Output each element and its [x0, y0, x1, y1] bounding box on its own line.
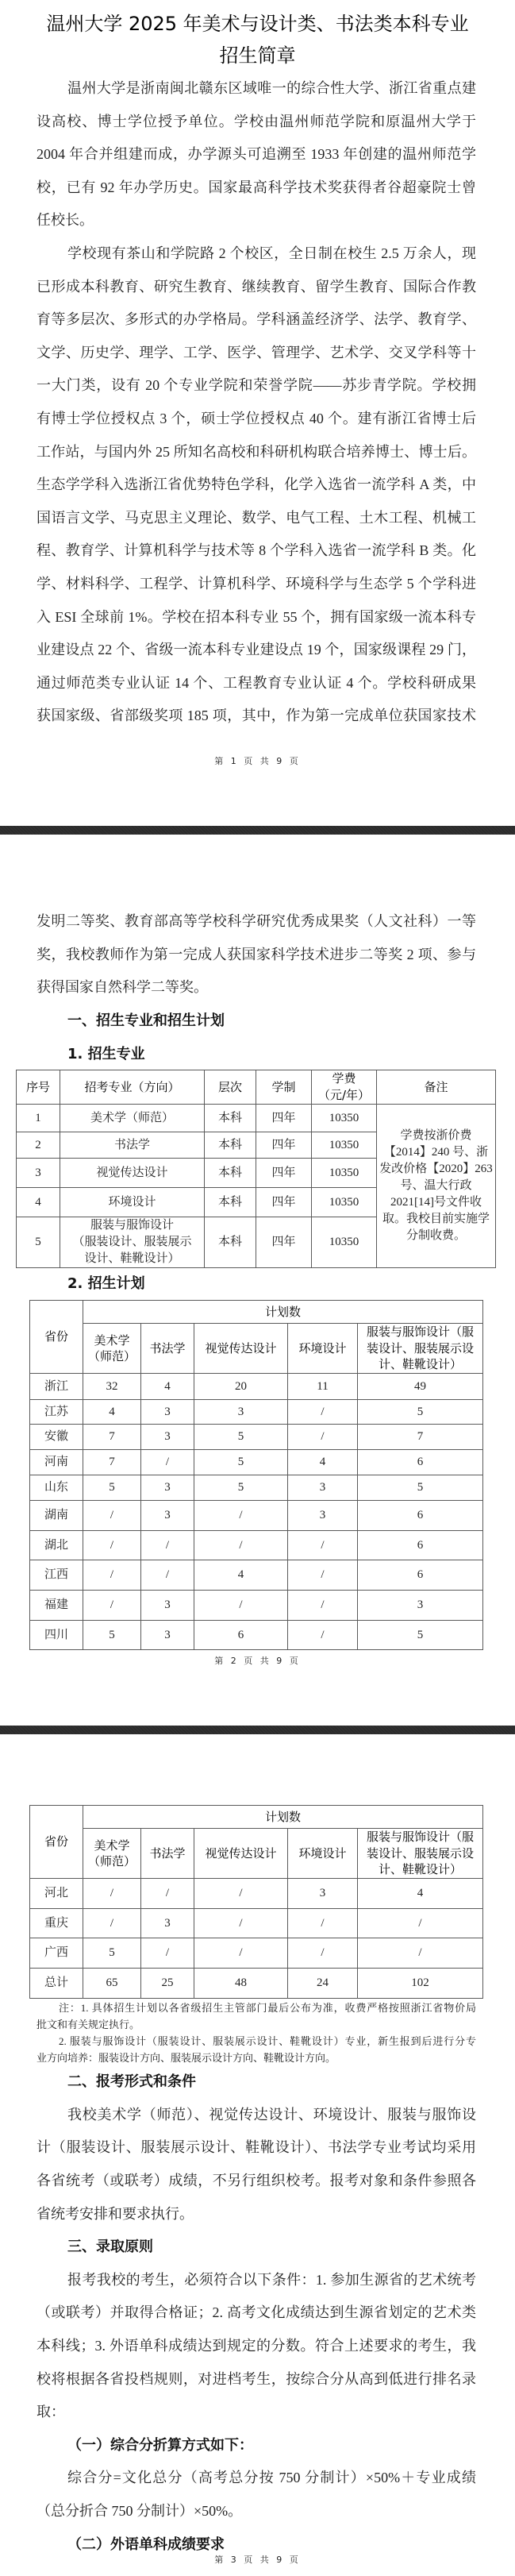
- cell-value: 5: [194, 1475, 288, 1501]
- cell-level: 本科: [205, 1132, 256, 1159]
- header-calligraphy: 书法学: [141, 1829, 194, 1879]
- cell-value: 11: [288, 1374, 358, 1400]
- page-1: [0, 0, 515, 826]
- header-line: 计、鞋靴设计）: [378, 1357, 462, 1372]
- note-line: 业方向培养：服装设计方向、服装展示设计方向、鞋靴设计方向。: [37, 2052, 336, 2064]
- header-major: 招考专业（方向）: [60, 1070, 205, 1105]
- header-fine-arts: [83, 1324, 141, 1374]
- note-line: 批文和有关规定执行。: [37, 2019, 140, 2030]
- page-3: [0, 1734, 515, 2576]
- cell-level: 本科: [205, 1217, 256, 1268]
- cell-value: 7: [83, 1450, 141, 1475]
- cell-value: /: [194, 1879, 288, 1909]
- cell-value: /: [83, 1501, 141, 1531]
- header-fee: [312, 1070, 377, 1105]
- cell-duration: 四年: [256, 1159, 312, 1188]
- header-remark: 备注: [377, 1070, 496, 1105]
- table-row: [30, 1374, 483, 1400]
- cell-value: 5: [83, 1938, 141, 1969]
- remark-line: 发改价格【2020】263: [379, 1163, 493, 1175]
- table-row: [30, 1621, 483, 1650]
- plan-heading-block: [37, 1267, 476, 1301]
- cell-value: /: [194, 1501, 288, 1531]
- table-row: [30, 1475, 483, 1501]
- header-fashion-design: [358, 1324, 483, 1374]
- header-line: 服装与服饰设计（服: [366, 1325, 474, 1340]
- header-province: 省份: [30, 1806, 83, 1879]
- cell-value: /: [194, 1938, 288, 1969]
- page-separator: [0, 1726, 515, 1734]
- remark-line: 2021[14]号文件收: [390, 1196, 482, 1209]
- paragraph-line: 业建设点 22 个、省级一流本科专业建设点 19 个，国家级课程 29 门，: [37, 642, 476, 658]
- cell-province: 江西: [30, 1560, 83, 1591]
- cell-value: 6: [358, 1501, 483, 1531]
- paragraph-line: 设高校、博士学位授予单位。学校由温州师范学院和原温州大学于: [37, 113, 476, 129]
- cell-value: 4: [358, 1879, 483, 1909]
- cell-no: 1: [17, 1105, 60, 1132]
- cell-province: 湖南: [30, 1501, 83, 1531]
- cell-value: 3: [141, 1621, 194, 1650]
- cell-value: /: [141, 1879, 194, 1909]
- cell-value: /: [288, 1621, 358, 1650]
- cell-value: /: [288, 1909, 358, 1938]
- cell-duration: 四年: [256, 1105, 312, 1132]
- table-header-row: [30, 1324, 483, 1374]
- cell-total: 65: [83, 1969, 141, 1999]
- paragraph-line: 获国家级、省部级奖项 185 项，其中，作为第一完成单位获国家技术: [37, 708, 476, 724]
- cell-value: /: [83, 1591, 141, 1621]
- paragraph-line: 奖，我校教师作为第一完成人获国家科学技术进步二等奖 2 项、参与: [37, 946, 476, 962]
- cell-value: 5: [358, 1621, 483, 1650]
- cell-value: 6: [358, 1450, 483, 1475]
- cell-province: 河北: [30, 1879, 83, 1909]
- cell-duration: 四年: [256, 1188, 312, 1217]
- paragraph-line: 校将根据各省投档规则，对进档考生，按综合分从高到低进行排名录: [37, 2370, 476, 2387]
- cell-value: /: [288, 1591, 358, 1621]
- page-2: [0, 835, 515, 1726]
- paragraph-line: 一大门类，设有 20 个专业学院和荣誉学院——苏步青学院。学校拥: [37, 377, 476, 394]
- cell-no: 3: [17, 1159, 60, 1188]
- cell-level: 本科: [205, 1188, 256, 1217]
- cell-province: 湖北: [30, 1531, 83, 1560]
- header-line: 装设计、服装展示设: [366, 1845, 474, 1861]
- cell-province: 重庆: [30, 1909, 83, 1938]
- major-line: （服装设计、服装展示: [72, 1236, 192, 1248]
- paragraph-line: 报考我校的考生，必须符合以下条件：1. 参加生源省的艺术统考: [67, 2271, 476, 2288]
- table-total-row: [30, 1969, 483, 1999]
- paragraph-line: 文学、历史学、理学、工学、医学、管理学、艺术学、交叉学科等十: [37, 344, 476, 361]
- page-separator: [0, 826, 515, 835]
- cell-value: 3: [141, 1425, 194, 1450]
- cell-fee: 10350: [312, 1105, 377, 1132]
- cell-province: 浙江: [30, 1374, 83, 1400]
- cell-total: 48: [194, 1969, 288, 1999]
- cell-no: 5: [17, 1217, 60, 1268]
- paragraph-line: 已形成本科教育、研究生教育、继续教育、留学生教育、国际合作教: [37, 278, 476, 295]
- table-row: [30, 1501, 483, 1531]
- cell-province: 江苏: [30, 1400, 83, 1425]
- cell-value: /: [83, 1560, 141, 1591]
- cell-duration: 四年: [256, 1132, 312, 1159]
- cell-value: /: [194, 1531, 288, 1560]
- cell-fee: 10350: [312, 1188, 377, 1217]
- cell-value: /: [83, 1531, 141, 1560]
- paragraph-line: 通过师范类专业认证 14 个、工程教育专业认证 4 个。学校科研成果: [37, 674, 476, 691]
- header-line: 美术学: [94, 1332, 130, 1348]
- intro-text: [37, 72, 476, 733]
- subsection-heading-majors: 1. 招生专业: [67, 1045, 145, 1062]
- section-heading-1: 一、招生专业和招生计划: [67, 1012, 225, 1029]
- intro-paragraph-2: [37, 237, 476, 733]
- cell-province: 福建: [30, 1591, 83, 1621]
- cell-major: 环境设计: [60, 1188, 205, 1217]
- cell-level: 本科: [205, 1159, 256, 1188]
- cell-value: /: [194, 1591, 288, 1621]
- table-row: [30, 1909, 483, 1938]
- paragraph-line: 生态学学科入选浙江省优势特色学科，化学入选省一流学科 A 类，中: [37, 476, 476, 493]
- cell-value: /: [83, 1909, 141, 1938]
- formula-line: 综合分=文化总分（高考总分按 750 分制计）×50%＋专业成绩: [67, 2470, 476, 2486]
- cell-value: 5: [358, 1475, 483, 1501]
- paragraph-line: （或联考）并取得合格证；2. 高考文化成绩达到生源省划定的艺术类: [37, 2304, 476, 2321]
- paragraph-line: 发明二等奖、教育部高等学校科学研究优秀成果奖（人文社科）一等: [37, 913, 476, 930]
- header-calligraphy: 书法学: [141, 1324, 194, 1374]
- cell-value: 5: [194, 1450, 288, 1475]
- cell-value: /: [288, 1425, 358, 1450]
- cell-province: 四川: [30, 1621, 83, 1650]
- page-number: 第 3 页 共 9 页: [214, 2555, 301, 2565]
- table-row: [30, 1425, 483, 1450]
- paragraph-line: 计（服装设计、服装展示设计、鞋靴设计）、书法学专业考试均采用: [37, 2139, 476, 2156]
- cell-value: 3: [288, 1879, 358, 1909]
- cell-fee: 10350: [312, 1132, 377, 1159]
- cell-value: 4: [83, 1400, 141, 1425]
- header-fashion-design: [358, 1829, 483, 1879]
- cell-value: 3: [288, 1475, 358, 1501]
- header-environmental-design: 环境设计: [288, 1829, 358, 1879]
- cell-value: 6: [358, 1560, 483, 1591]
- cell-province: 广西: [30, 1938, 83, 1969]
- cell-value: /: [288, 1400, 358, 1425]
- header-line: 服装与服饰设计（服: [366, 1830, 474, 1845]
- cell-province: 山东: [30, 1475, 83, 1501]
- cell-value: /: [358, 1938, 483, 1969]
- cell-value: 3: [194, 1400, 288, 1425]
- cell-value: 4: [288, 1450, 358, 1475]
- plan-table: [29, 1300, 483, 1650]
- table-row: [30, 1938, 483, 1969]
- remark-line: 取。我校目前实施学: [382, 1213, 490, 1225]
- paragraph-line: 2004 年合并组建而成，办学源头可追溯至 1933 年创建的温州师范学: [37, 146, 476, 163]
- paragraph-line: 学、材料科学、工程学、计算机科学、环境科学与生态学 5 个学科进: [37, 575, 476, 592]
- cell-value: 5: [358, 1400, 483, 1425]
- paragraph-line: 学校现有茶山和学院路 2 个校区，全日制在校生 2.5 万余人，现: [67, 245, 476, 261]
- cell-value: 7: [358, 1425, 483, 1450]
- cell-value: 49: [358, 1374, 483, 1400]
- paragraph-line: 育等多层次、多形式的办学格局。学科涵盖经济学、法学、教育学、: [37, 311, 476, 328]
- cell-fee: 10350: [312, 1217, 377, 1268]
- cell-value: 5: [83, 1621, 141, 1650]
- cell-value: 3: [141, 1909, 194, 1938]
- cell-fee: 10350: [312, 1159, 377, 1188]
- formula-line: （总分折合 750 分制计）×50%。: [37, 2502, 243, 2519]
- header-plan-count: 计划数: [83, 1301, 483, 1324]
- cell-value: /: [141, 1531, 194, 1560]
- table-row: [30, 1450, 483, 1475]
- table-row: [17, 1105, 496, 1132]
- cell-value: 20: [194, 1374, 288, 1400]
- remark-line: 号、温大行政: [400, 1179, 472, 1192]
- page-number: 第 1 页 共 9 页: [214, 756, 301, 766]
- cell-value: 3: [358, 1591, 483, 1621]
- table-row: [30, 1591, 483, 1621]
- cell-value: 32: [83, 1374, 141, 1400]
- cell-value: /: [141, 1560, 194, 1591]
- note-line: 2. 服装与服饰设计（服装设计、服装展示设计、鞋靴设计）专业，新生报到后进行分专: [59, 2035, 476, 2047]
- title-line-2: 招生简章: [219, 44, 296, 67]
- cell-value: /: [358, 1909, 483, 1938]
- paragraph-line: 入 ESI 全球前 1%。学校在招本科专业 55 个，拥有国家级一流本科专: [37, 608, 476, 625]
- paragraph-line: 工作站，与国内外 25 所知名高校和科研机构联合培养博士、博士后。: [37, 443, 476, 460]
- cell-major: 书法学: [60, 1132, 205, 1159]
- remark-line: 【2014】240 号、浙: [383, 1146, 489, 1159]
- cell-major: 美术学（师范）: [60, 1105, 205, 1132]
- cell-value: 7: [83, 1425, 141, 1450]
- cell-value: 3: [141, 1475, 194, 1501]
- cell-total: 102: [358, 1969, 483, 1999]
- table-row: [30, 1531, 483, 1560]
- paragraph-line: 国语言文学、马克思主义理论、数学、电气工程、土木工程、机械工: [37, 509, 476, 526]
- table-header-row: [30, 1806, 483, 1829]
- paragraph-line: 温州大学是浙南闽北赣东区域唯一的综合性大学、浙江省重点建: [67, 80, 476, 96]
- majors-table: [16, 1070, 496, 1268]
- remark-line: 分制收费。: [405, 1229, 466, 1242]
- cell-value: 6: [358, 1531, 483, 1560]
- cell-province: 安徽: [30, 1425, 83, 1450]
- plan-table-continued: [29, 1805, 483, 1999]
- remark-line: 学费按浙价费: [400, 1129, 472, 1142]
- subsection-heading-plan: 2. 招生计划: [67, 1275, 145, 1292]
- paragraph-line: 任校长。: [37, 212, 94, 229]
- cell-major: 视觉传达设计: [60, 1159, 205, 1188]
- table-notes: [37, 1999, 476, 2066]
- table-row: [30, 1400, 483, 1425]
- cell-major: [60, 1217, 205, 1268]
- cell-value: /: [288, 1531, 358, 1560]
- cell-province: 总计: [30, 1969, 83, 1999]
- cell-value: 3: [141, 1501, 194, 1531]
- cell-value: /: [83, 1879, 141, 1909]
- page-3-text: [37, 2065, 476, 2561]
- page-2-text: [37, 905, 476, 1070]
- paragraph-line: 本科线；3. 外语单科成绩达到规定的分数。符合上述要求的考生，我: [37, 2337, 476, 2354]
- header-level: 层次: [205, 1070, 256, 1105]
- header-line: 计、鞋靴设计）: [378, 1862, 462, 1877]
- cell-duration: 四年: [256, 1217, 312, 1268]
- subsection-heading-foreign-language: （二）外语单科成绩要求: [67, 2536, 225, 2553]
- cell-no: 2: [17, 1132, 60, 1159]
- cell-value: /: [288, 1560, 358, 1591]
- note-line: 注：1. 具体招生计划以各省级招生主管部门最后公布为准，收费严格按照浙江省物价局: [59, 2002, 476, 2014]
- cell-total: 24: [288, 1969, 358, 1999]
- cell-value: 5: [194, 1425, 288, 1450]
- paragraph-line: 获得国家自然科学二等奖。: [37, 979, 208, 996]
- header-visual-communication: 视觉传达设计: [194, 1829, 288, 1879]
- table-header-row: [30, 1829, 483, 1879]
- header-fee-line: 学费: [332, 1071, 356, 1086]
- cell-value: /: [141, 1938, 194, 1969]
- header-no: 序号: [17, 1070, 60, 1105]
- table-header-row: [30, 1301, 483, 1324]
- major-line: 设计、鞋靴设计）: [84, 1252, 180, 1265]
- paragraph-line: 校，已有 92 年办学历史。国家最高科学技术奖获得者谷超豪院士曾: [37, 179, 476, 195]
- cell-value: 6: [194, 1621, 288, 1650]
- cell-value: 5: [83, 1475, 141, 1501]
- cell-no: 4: [17, 1188, 60, 1217]
- cell-value: 4: [141, 1374, 194, 1400]
- paragraph-line: 我校美术学（师范）、视觉传达设计、环境设计、服装与服饰设: [67, 2106, 476, 2123]
- table-row: [30, 1560, 483, 1591]
- header-line: 美术学: [94, 1838, 130, 1853]
- paragraph-line: 各省统考（或联考）成绩，不另行组织校考。报考对象和条件参照各: [37, 2172, 476, 2188]
- cell-value: 3: [141, 1400, 194, 1425]
- header-line: （师范）: [87, 1349, 136, 1363]
- paragraph-line: 程、教育学、计算机科学与技术等 8 个学科入选省一流学科 B 类。化: [37, 542, 476, 559]
- title-line-1: 温州大学 2025 年美术与设计类、书法类本科专业: [46, 13, 469, 35]
- header-fine-arts: [83, 1829, 141, 1879]
- paragraph-line: 省统考安排和要求执行。: [37, 2205, 194, 2222]
- header-visual-communication: 视觉传达设计: [194, 1324, 288, 1374]
- cell-value: 3: [141, 1591, 194, 1621]
- major-line: 服装与服饰设计: [90, 1219, 174, 1232]
- section-heading-2: 二、报考形式和条件: [67, 2073, 196, 2091]
- table-header-row: [17, 1070, 496, 1105]
- header-line: （师范）: [87, 1854, 136, 1868]
- header-line: 装设计、服装展示设: [366, 1340, 474, 1355]
- intro-paragraph-1: [37, 72, 476, 237]
- document-title: [0, 8, 515, 71]
- cell-total: 25: [141, 1969, 194, 1999]
- header-environmental-design: 环境设计: [288, 1324, 358, 1374]
- header-fee-line: （元/年）: [317, 1088, 371, 1102]
- paragraph-line: 有博士学位授权点 3 个，硕士学位授权点 40 个。建有浙江省博士后: [37, 410, 476, 426]
- table-row: [30, 1879, 483, 1909]
- cell-value: /: [288, 1938, 358, 1969]
- page-number: 第 2 页 共 9 页: [214, 1656, 301, 1666]
- header-plan-count: 计划数: [83, 1806, 483, 1829]
- header-province: 省份: [30, 1301, 83, 1374]
- cell-level: 本科: [205, 1105, 256, 1132]
- cell-value: /: [194, 1909, 288, 1938]
- subsection-heading-score-formula: （一）综合分折算方式如下：: [67, 2436, 253, 2454]
- cell-value: 4: [194, 1560, 288, 1591]
- section-heading-3: 三、录取原则: [67, 2239, 153, 2256]
- cell-value: /: [141, 1450, 194, 1475]
- cell-province: 河南: [30, 1450, 83, 1475]
- cell-remark: [377, 1105, 496, 1268]
- header-duration: 学制: [256, 1070, 312, 1105]
- paragraph-line: 取：: [37, 2404, 65, 2420]
- cell-value: 3: [288, 1501, 358, 1531]
